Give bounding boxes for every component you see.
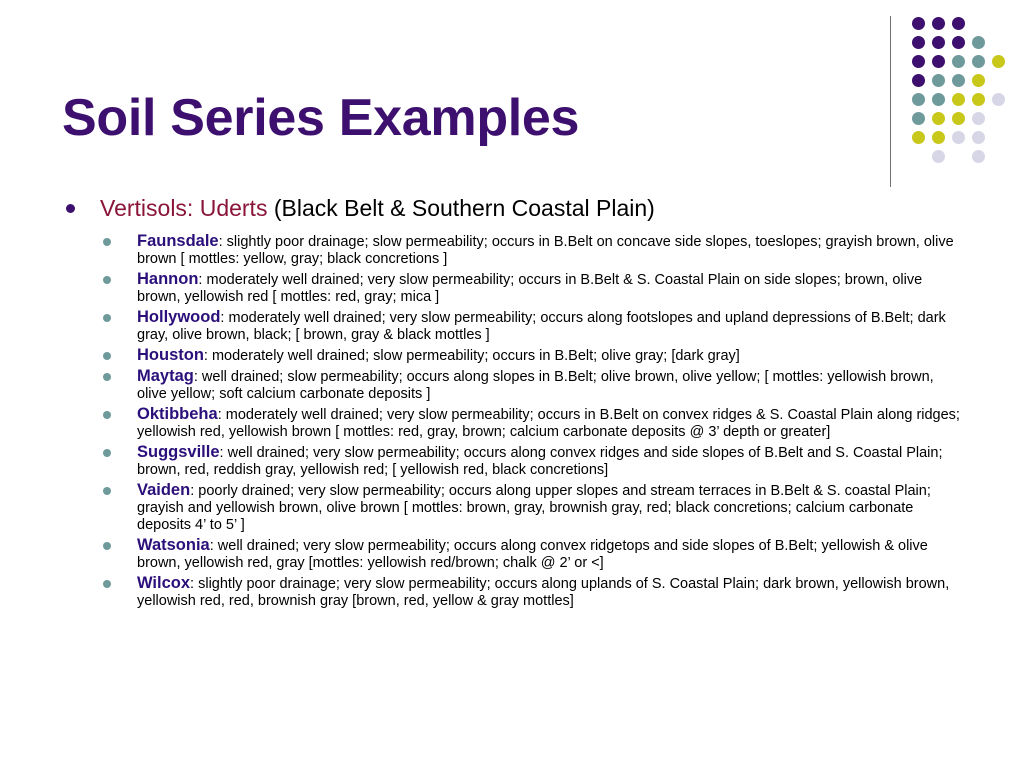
dot (952, 74, 965, 87)
dot (932, 93, 945, 106)
series-name: Suggsville (137, 443, 220, 461)
list-item (103, 406, 963, 441)
list-item (103, 368, 963, 403)
series-name: Oktibbeha (137, 405, 218, 423)
bullet-icon (66, 204, 75, 213)
region-label: (Black Belt & Southern Coastal Plain) (267, 195, 655, 221)
series-separator: : (203, 348, 212, 364)
series-separator: : (217, 407, 226, 423)
level1-text (100, 195, 655, 222)
series-name: Vaiden (137, 481, 191, 499)
series-separator: : (220, 310, 229, 326)
series-name: Hannon (137, 270, 199, 288)
series-name: Wilcox (137, 574, 191, 592)
divider-line (890, 16, 891, 187)
series-description: well drained; very slow permeability; occurs along convex ridgetops and side slopes of B.Belt; yellowish & olive brown, yellowish red, gray [mottles: yellowish red/brown; chalk @ 2’ or <] (137, 538, 928, 571)
dot (912, 74, 925, 87)
bullet-icon (103, 580, 111, 588)
series-description: well drained; slow permeability; occurs along slopes in B.Belt; olive brown, olive yellow; [ mottles: yellowish brown, olive yellow; soft calcium carbonate deposits ] (137, 369, 934, 402)
list-item (103, 444, 963, 479)
list-item (103, 309, 963, 344)
list-item (103, 347, 963, 365)
series-separator: : (193, 369, 202, 385)
series-separator: : (209, 538, 218, 554)
series-description: slightly poor drainage; very slow permeability; occurs along uplands of S. Coastal Plain; dark brown, yellowish brown, yellowish red, red, brownish gray [brown, red, yellow & gray mottles] (137, 576, 950, 609)
series-name: Maytag (137, 367, 194, 385)
series-description: well drained; very slow permeability; occurs along convex ridges and side slopes of B.Belt and S. Coastal Plain; brown, red, reddish gray, yellowish red; [ yellowish red, black concretions] (137, 445, 943, 478)
series-name: Hollywood (137, 308, 221, 326)
series-description: poorly drained; very slow permeability; occurs along upper slopes and stream terraces in B.Belt & S. coastal Plain; grayish and yellowish brown, olive brown [ mottles: brown, gray, brownish gray, red; black concretions; calcium carbonate deposits 4’ to 5’ ] (137, 483, 931, 533)
series-separator: : (198, 272, 207, 288)
dot (912, 55, 925, 68)
dot (932, 36, 945, 49)
dot (912, 112, 925, 125)
dot (932, 112, 945, 125)
dot (912, 36, 925, 49)
bullet-icon (103, 238, 111, 246)
series-separator: : (190, 576, 199, 592)
list-item (103, 575, 963, 610)
dot (912, 93, 925, 106)
dot (912, 17, 925, 30)
bullet-icon (103, 352, 111, 360)
dot (972, 112, 985, 125)
soil-series-list (103, 233, 963, 613)
dot (952, 93, 965, 106)
list-item (103, 233, 963, 268)
slide-title: Soil Series Examples (62, 89, 580, 147)
bullet-icon (103, 449, 111, 457)
series-description: moderately well drained; very slow permeability; occurs along footslopes and upland depressions of B.Belt; dark gray, olive brown, black; [ brown, gray & black mottles ] (137, 310, 946, 343)
dot (932, 150, 945, 163)
dot (972, 74, 985, 87)
series-description: moderately well drained; slow permeability; occurs in B.Belt; olive gray; [dark gray] (211, 348, 740, 364)
dot (912, 131, 925, 144)
dot (932, 74, 945, 87)
series-separator: : (218, 234, 227, 250)
series-name: Faunsdale (137, 232, 219, 250)
dot (972, 93, 985, 106)
list-item (103, 271, 963, 306)
dot (952, 17, 965, 30)
dot (992, 93, 1005, 106)
dot (972, 36, 985, 49)
dot (952, 131, 965, 144)
bullet-icon (103, 314, 111, 322)
bullet-icon (103, 542, 111, 550)
dot (932, 17, 945, 30)
series-separator: : (190, 483, 199, 499)
series-description: moderately well drained; very slow permeability; occurs in B.Belt & S. Coastal Plain on side slopes; brown, olive brown, yellowish red [ mottles: red, gray; mica ] (137, 272, 923, 305)
dot (972, 55, 985, 68)
bullet-icon (103, 373, 111, 381)
dot (952, 55, 965, 68)
series-name: Houston (137, 346, 204, 364)
dot (932, 131, 945, 144)
dot (952, 112, 965, 125)
dot (952, 36, 965, 49)
bullet-icon (103, 411, 111, 419)
series-name: Watsonia (137, 536, 210, 554)
dot (932, 55, 945, 68)
soil-order-label: Vertisols: Uderts (100, 195, 268, 221)
series-description: slightly poor drainage; slow permeability; occurs in B.Belt on concave side slopes, toeslopes; grayish brown, olive brown [ mottles: yellow, gray; black concretions ] (137, 234, 954, 267)
list-item (103, 537, 963, 572)
bullet-icon (103, 487, 111, 495)
dot (992, 55, 1005, 68)
bullet-icon (103, 276, 111, 284)
series-separator: : (219, 445, 228, 461)
dot (972, 150, 985, 163)
list-item (103, 482, 963, 534)
series-description: moderately well drained; very slow permeability; occurs in B.Belt on convex ridges & S. Coastal Plain along ridges; yellowish red, yellowish brown [ mottles: red, gray, brown; calcium carbonate deposits @ 3’ depth or greater] (137, 407, 960, 440)
dot (972, 131, 985, 144)
